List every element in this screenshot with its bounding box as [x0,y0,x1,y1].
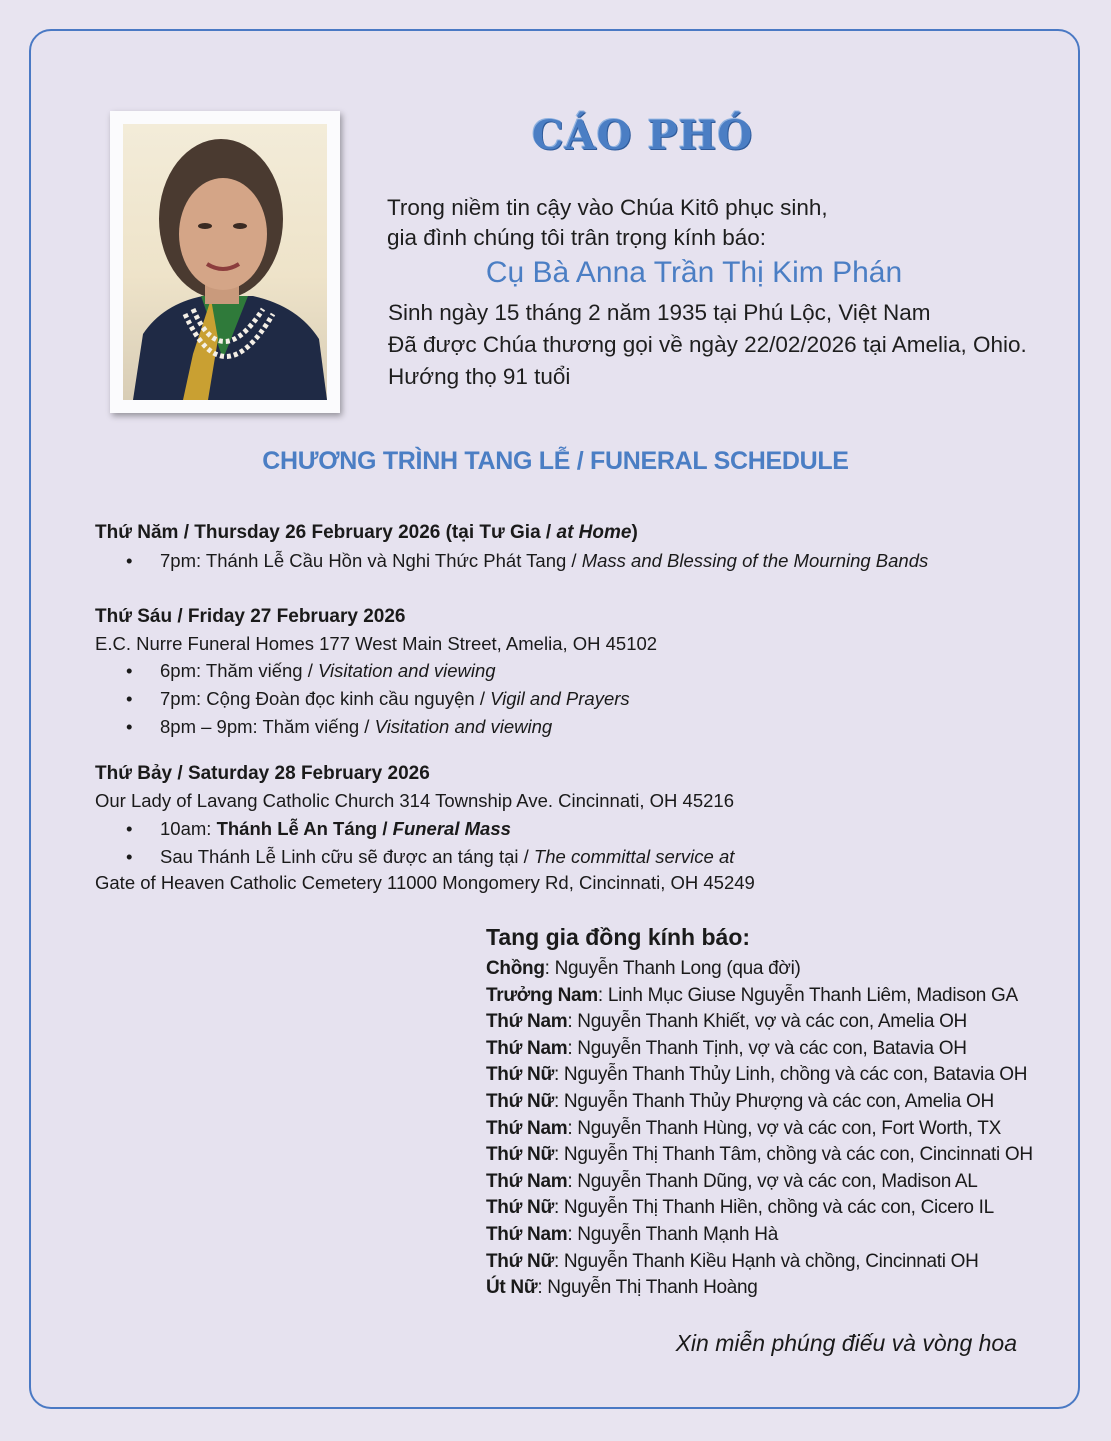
day3-heading: Thứ Bảy / Saturday 28 February 2026 [95,763,430,784]
schedule-title: CHƯƠNG TRÌNH TANG LỄ / FUNERAL SCHEDULE [262,447,849,475]
family-member [486,1064,1027,1086]
day3-item: • Sau Thánh Lễ Linh cữu sẽ được an táng tại / The committal service at [126,846,735,867]
bullet-icon: • [126,688,133,709]
family-member-role: Trưởng Nam [486,984,598,1006]
family-heading: Tang gia đồng kính báo: [486,924,751,950]
birth-line: Sinh ngày 15 tháng 2 năm 1935 tại Phú Lộc, Việt Nam [388,300,931,325]
bullet-icon: • [126,660,133,681]
family-member-detail: : Nguyễn Thanh Dũng, vợ và các con, Madison AL [567,1170,978,1192]
family-member-role: Thứ Nữ [486,1091,554,1112]
death-line: Đã được Chúa thương gọi về ngày 22/02/2026 tại Amelia, Ohio. [388,332,1027,357]
family-member-role: Thứ Nam [486,1011,568,1033]
page-title: CÁO PHÓ [531,112,754,159]
family-member [486,1118,1001,1140]
day2-item: • 7pm: Cộng Đoàn đọc kinh cầu nguyện / Vigil and Prayers [126,688,630,709]
intro-line-1: Trong niềm tin cậy vào Chúa Kitô phục sinh, [387,195,828,220]
family-member [486,1144,1033,1166]
bullet-icon: • [126,716,133,737]
family-member-role: Thứ Nam [486,1037,568,1059]
family-member-detail: : Nguyễn Thanh Kiều Hạnh và chồng, Cincinnati OH [553,1250,979,1272]
family-member [486,1171,978,1193]
deceased-name: Cụ Bà Anna Trần Thị Kim Phán [485,256,903,289]
day2-address: E.C. Nurre Funeral Homes 177 West Main Street, Amelia, OH 45102 [95,633,658,654]
family-member [486,958,801,980]
family-member [486,985,1018,1007]
family-member-role: Chồng [486,958,545,979]
family-member-detail: : Nguyễn Thanh Khiết, vợ và các con, Amelia OH [567,1011,967,1033]
day2-item: • 8pm – 9pm: Thăm viếng / Visitation and viewing [126,716,553,737]
family-member [486,1091,994,1113]
family-member-detail: : Nguyễn Thị Thanh Hiền, chồng và các con, Cicero IL [553,1197,994,1219]
bullet-icon: • [126,550,133,571]
closing-note: Xin miễn phúng điếu và vòng hoa [675,1330,1017,1356]
family-member-detail: : Linh Mục Giuse Nguyễn Thanh Liêm, Madison GA [597,984,1018,1006]
family-member-role: Thứ Nam [486,1224,568,1245]
day3-item: • 10am: Thánh Lễ An Táng / Funeral Mass [126,818,511,839]
family-member-role: Thứ Nữ [486,1250,554,1272]
cemetery-address: Gate of Heaven Catholic Cemetery 11000 Mongomery Rd, Cincinnati, OH 45249 [95,872,755,893]
age-line: Hướng thọ 91 tuổi [388,364,571,389]
family-member [486,1197,994,1219]
family-member-role: Thứ Nữ [486,1197,554,1219]
intro-line-2: gia đình chúng tôi trân trọng kính báo: [387,225,767,250]
family-member-detail: : Nguyễn Thanh Long (qua đời) [544,958,801,979]
portrait-photo [123,124,327,400]
bullet-icon: • [126,818,133,839]
family-member [486,1251,979,1273]
portrait-frame [110,111,340,413]
family-member [486,1011,967,1033]
day2-item: • 6pm: Thăm viếng / Visitation and viewing [126,660,496,681]
family-member-role: Thứ Nữ [486,1144,554,1166]
family-member [486,1224,778,1246]
day2-heading: Thứ Sáu / Friday 27 February 2026 [95,606,406,627]
family-member-role: Thứ Nam [486,1170,568,1192]
day1-item: • 7pm: Thánh Lễ Cầu Hồn và Nghi Thức Phát Tang / Mass and Blessing of the Mourning Bands [126,550,929,571]
bullet-icon: • [126,846,133,867]
family-member-role: Thứ Nam [486,1117,568,1139]
family-member-detail: : Nguyễn Thanh Thủy Linh, chồng và các con, Batavia OH [553,1064,1028,1086]
family-member-detail: : Nguyễn Thanh Tịnh, vợ và các con, Batavia OH [567,1037,967,1059]
family-member-role: Thứ Nữ [486,1064,554,1086]
family-member [486,1038,967,1060]
family-member-detail: : Nguyễn Thanh Hùng, vợ và các con, Fort Worth, TX [567,1117,1001,1139]
family-member-detail: : Nguyễn Thị Thanh Hoàng [537,1277,758,1299]
day1-heading: Thứ Năm / Thursday 26 February 2026 (tại Tư Gia / at Home) [95,522,638,543]
day3-address: Our Lady of Lavang Catholic Church 314 Township Ave. Cincinnati, OH 45216 [95,790,734,811]
family-member-detail: : Nguyễn Thanh Thủy Phượng và các con, Amelia OH [553,1091,994,1112]
family-member-detail: : Nguyễn Thanh Mạnh Hà [567,1224,778,1245]
family-member-detail: : Nguyễn Thị Thanh Tâm, chồng và các con, Cincinnati OH [553,1144,1033,1166]
family-member-role: Út Nữ [486,1277,538,1299]
family-member [486,1277,758,1299]
portrait-illustration [123,124,327,400]
